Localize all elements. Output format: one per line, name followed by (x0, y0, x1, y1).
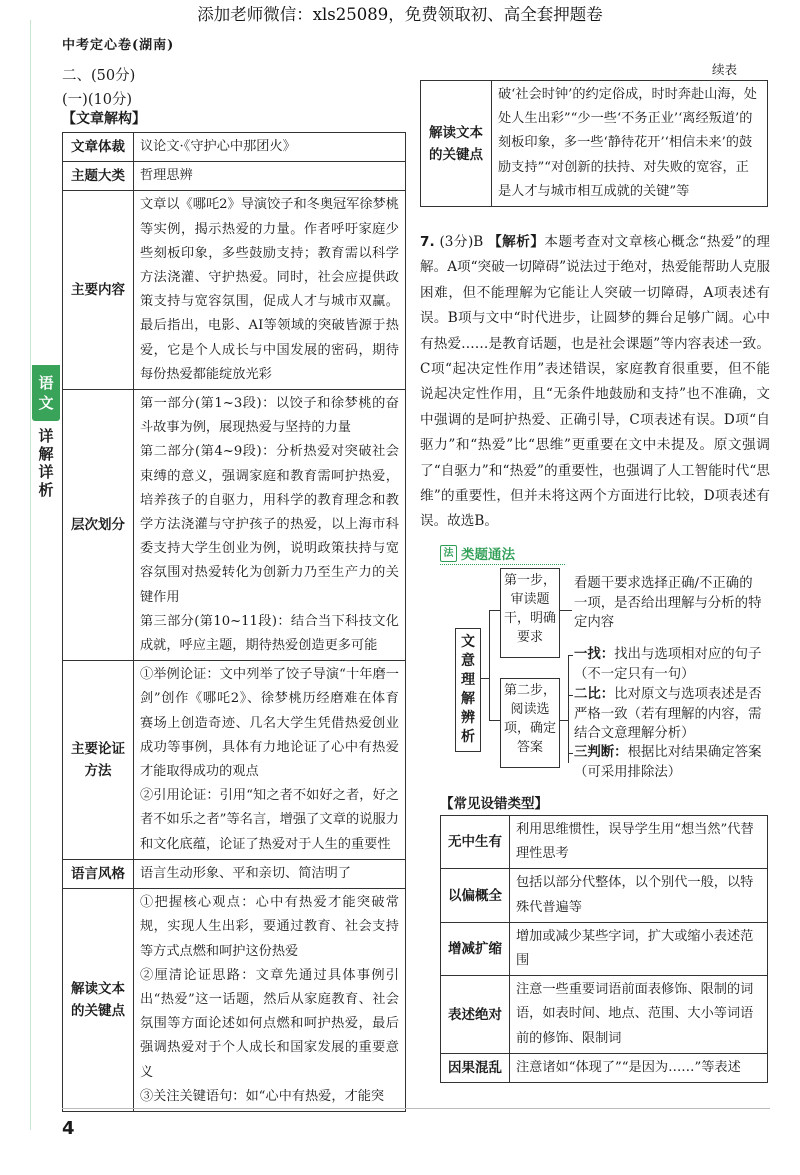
row-key: 语言风格 (63, 859, 134, 888)
table-row (63, 661, 406, 860)
row-key: 主要论证方法 (63, 661, 134, 860)
diagram-step-1: 第一步，审读题干，明确要求 (500, 568, 560, 658)
row-value (134, 133, 406, 162)
row-key: 主要内容 (63, 191, 134, 390)
table-row (63, 133, 406, 162)
promo-banner: 添加老师微信：xls25089，免费领取初、高全套押题卷 (197, 5, 603, 24)
section-heading (62, 64, 135, 112)
table-row (63, 889, 406, 1112)
row-value (134, 162, 406, 191)
continued-label: 续表 (712, 62, 738, 77)
error-types-label: 【常见设错类型】 (440, 796, 548, 812)
connector (568, 655, 573, 656)
row-paragraph: ②厘清论证思路：文章先通过具体事例引出“热爱”这一话题，然后从家庭教育、社会氛围等方面论述如何点燃和呵护热爱，最后强调热爱对于个人成长和国家发展的重要意义 (140, 967, 399, 1080)
connector (560, 610, 572, 611)
connector (560, 720, 568, 721)
row-key: 文章体裁 (63, 133, 134, 162)
row-value (134, 859, 406, 888)
side-subject-text: 语 文 (38, 374, 54, 412)
item-label: 一找： (574, 647, 615, 662)
row-paragraph: 第二部分(第4~9段)：分析热爱对突破社会束缚的意义，强调家庭和教育需呵护热爱，培养孩子的自驱力，用科学的教育理念和教学方法浇灌与守护孩子的热爱，以上海市科委支持大学生创业为例，说明政策扶持与宽容氛围对热爱转化为创新力乃至生产力的关键作用 (140, 444, 399, 605)
continued-table (420, 80, 768, 207)
diagram-step-2: 第二步，阅读选项，确定答案 (500, 678, 560, 768)
error-type: 以偏概全 (441, 869, 510, 922)
row-paragraph: 议论文·《守护心中那团火》 (140, 139, 296, 154)
row-paragraph: 文章以《哪吒2》导演饺子和冬奥冠军徐梦桃等实例，揭示热爱的力量。作者呼吁家庭少些刻板印象，多些鼓励支持；教育需以科学方法浇灌、守护热爱。同时，社会应提供政策支持与宽容氛围，促成人才与城市双赢。最后指出，电影、AI等领域的突破皆源于热爱，它是个人成长与中国发展的密码，期待每份热爱都能绽放光彩 (140, 197, 399, 382)
method-label: 类题通法 (461, 547, 515, 563)
connector (489, 720, 500, 721)
row-paragraph: ①举例论证：文中列举了饺子导演“十年磨一剑”创作《哪吒2》、徐梦桃历经磨难在体育赛场上创造奇迹、几名大学生凭借热爱创业成功等事例，具体有力地论证了心中有热爱才能取得成功的观点 (140, 667, 399, 780)
table-row (441, 976, 768, 1054)
side-title (38, 427, 53, 499)
diagram-root: 文意理解辨析 (455, 628, 481, 752)
table-row (63, 162, 406, 191)
side-title-text: 详 解 详 析 (38, 427, 54, 499)
table-row (63, 859, 406, 888)
error-type: 表述绝对 (441, 976, 510, 1054)
error-type: 因果混乱 (441, 1053, 510, 1082)
section-title: 二、(50分) (62, 68, 136, 84)
section-subtitle: (一)(10分) (62, 92, 133, 108)
row-paragraph: ①把握核心观点：心中有热爱才能突破常规，实现人生出彩，要通过教育、社会支持等方式点燃和呵护这份热爱 (140, 895, 399, 959)
question-explanation: 本题考查对文章核心概念“热爱”的理解。A项“突破一切障碍”说法过于绝对，热爱能帮助人克服困难，但不能理解为它能让人突破一切障碍，A项表述有误。B项与文中“时代进步，让圆梦的舞台足够广阔。心中有热爱……是教育话题，也是社会课题”等内容表述一致。C项“起决定性作用”表述错误，家庭教育很重要，但不能说起决定性作用，且“无条件地鼓励和支持”也不准确，文中强调的是呵护热爱、正确引导，C项表述有误。D项“自驱力”和“热爱”比“思维”更重要在文中未提及。原文强调了“自驱力”和“热爱”的重要性，也强调了人工智能时代“思维”的重要性，但并未将这两个方面进行比较，D项表述有误。故选B。 (420, 234, 771, 530)
item-text: 找出与选项相对应的句子（不一定只有一句） (574, 647, 762, 682)
row-key: 解读文本的关键点 (63, 889, 134, 1112)
method-icon: 法 (440, 545, 457, 562)
table-row (63, 390, 406, 661)
row-key: 层次划分 (63, 390, 134, 661)
side-rule (30, 20, 31, 1130)
running-head: 中考定心卷(湖南) (62, 38, 175, 53)
item-label: 二比： (574, 687, 615, 702)
side-tab (32, 365, 60, 499)
step-1-description: 看题干要求选择正确/不正确的一项，是否给出理解与分析的特定内容 (574, 576, 762, 630)
row-key: 主题大类 (63, 162, 134, 191)
row-paragraph: ②引用论证：引用“知之者不如好之者，好之者不如乐之者”等名言，增强了文章的说服力和文化底蕴，论证了热爱对于人生的重要性 (140, 788, 399, 852)
analysis-label: 【文章解构】 (62, 111, 146, 127)
row-paragraph: 哲理思辨 (140, 168, 193, 184)
table-row (441, 1053, 768, 1082)
item-text: 根据比对结果确定答案（可采用排除法） (574, 745, 762, 780)
row-value (134, 889, 406, 1112)
connector (568, 753, 573, 754)
error-description: 包括以部分代整体，以个别代一般，以特殊代普遍等 (510, 869, 768, 922)
error-type: 无中生有 (441, 816, 510, 869)
method-diagram (440, 565, 780, 785)
error-description: 注意一些重要词语前面表修饰、限制的词语，如表时间、地点、范围、大小等词语前的修饰、限制词 (510, 976, 768, 1054)
article-analysis-table (62, 132, 406, 1112)
question-7-explanation (420, 230, 770, 535)
page-number: 4 (62, 1118, 75, 1139)
step-2-item (574, 685, 774, 744)
error-description: 增加或减少某些字词，扩大或缩小表述范围 (510, 922, 768, 975)
table-row (63, 191, 406, 390)
question-score-answer: (3分)B (439, 234, 484, 250)
row-paragraph: 第一部分(第1~3段)：以饺子和徐梦桃的奋斗故事为例，展现热爱与坚持的力量 (140, 396, 399, 436)
row-paragraph: 第三部分(第10~11段)：结合当下科技文化成就，呼应主题，期待热爱创造更多可能 (140, 613, 399, 654)
row-key: 解读文本的关键点 (421, 81, 492, 207)
analysis-tag: 【解析】 (488, 234, 545, 250)
step-2-item (574, 645, 774, 684)
error-type: 增减扩缩 (441, 922, 510, 975)
connector (489, 610, 490, 720)
bottom-rule (62, 1108, 770, 1109)
error-description: 利用思维惯性，误导学生用“想当然”代替理性思考 (510, 816, 768, 869)
connector (568, 695, 573, 696)
item-text: 比对原文与选项表述是否严格一致（若有理解的内容，需结合文意理解分析） (574, 687, 762, 741)
side-subject (32, 365, 60, 421)
method-tag (440, 543, 515, 563)
error-description: 注意诸如“体现了”“是因为……”等表述 (510, 1053, 768, 1082)
item-label: 三判断： (574, 745, 628, 760)
row-value (134, 390, 406, 661)
connector (568, 655, 569, 763)
table-row (441, 922, 768, 975)
table-row (441, 869, 768, 922)
row-value (134, 661, 406, 860)
table-row (441, 816, 768, 869)
table-row (421, 81, 768, 207)
connector (489, 610, 500, 611)
row-value: 破‘社会时钟’的约定俗成，时时奔赴山海，处处人生出彩”“少一些‘不务正业’‘离经叛道’的刻板印象，多一些‘静待花开’‘相信未来’的鼓励支持”“对创新的扶持、对失败的宽容，正是人才与城市相互成就的关键”等 (492, 81, 768, 207)
error-types-table (440, 815, 768, 1083)
row-value (134, 191, 406, 390)
row-paragraph: 语言生动形象、平和亲切、简洁明了 (140, 865, 351, 881)
row-paragraph: ③关注关键语句：如“心中有热爱，才能突 (140, 1088, 385, 1104)
step-2-item (574, 743, 774, 782)
question-number: 7. (420, 234, 435, 250)
